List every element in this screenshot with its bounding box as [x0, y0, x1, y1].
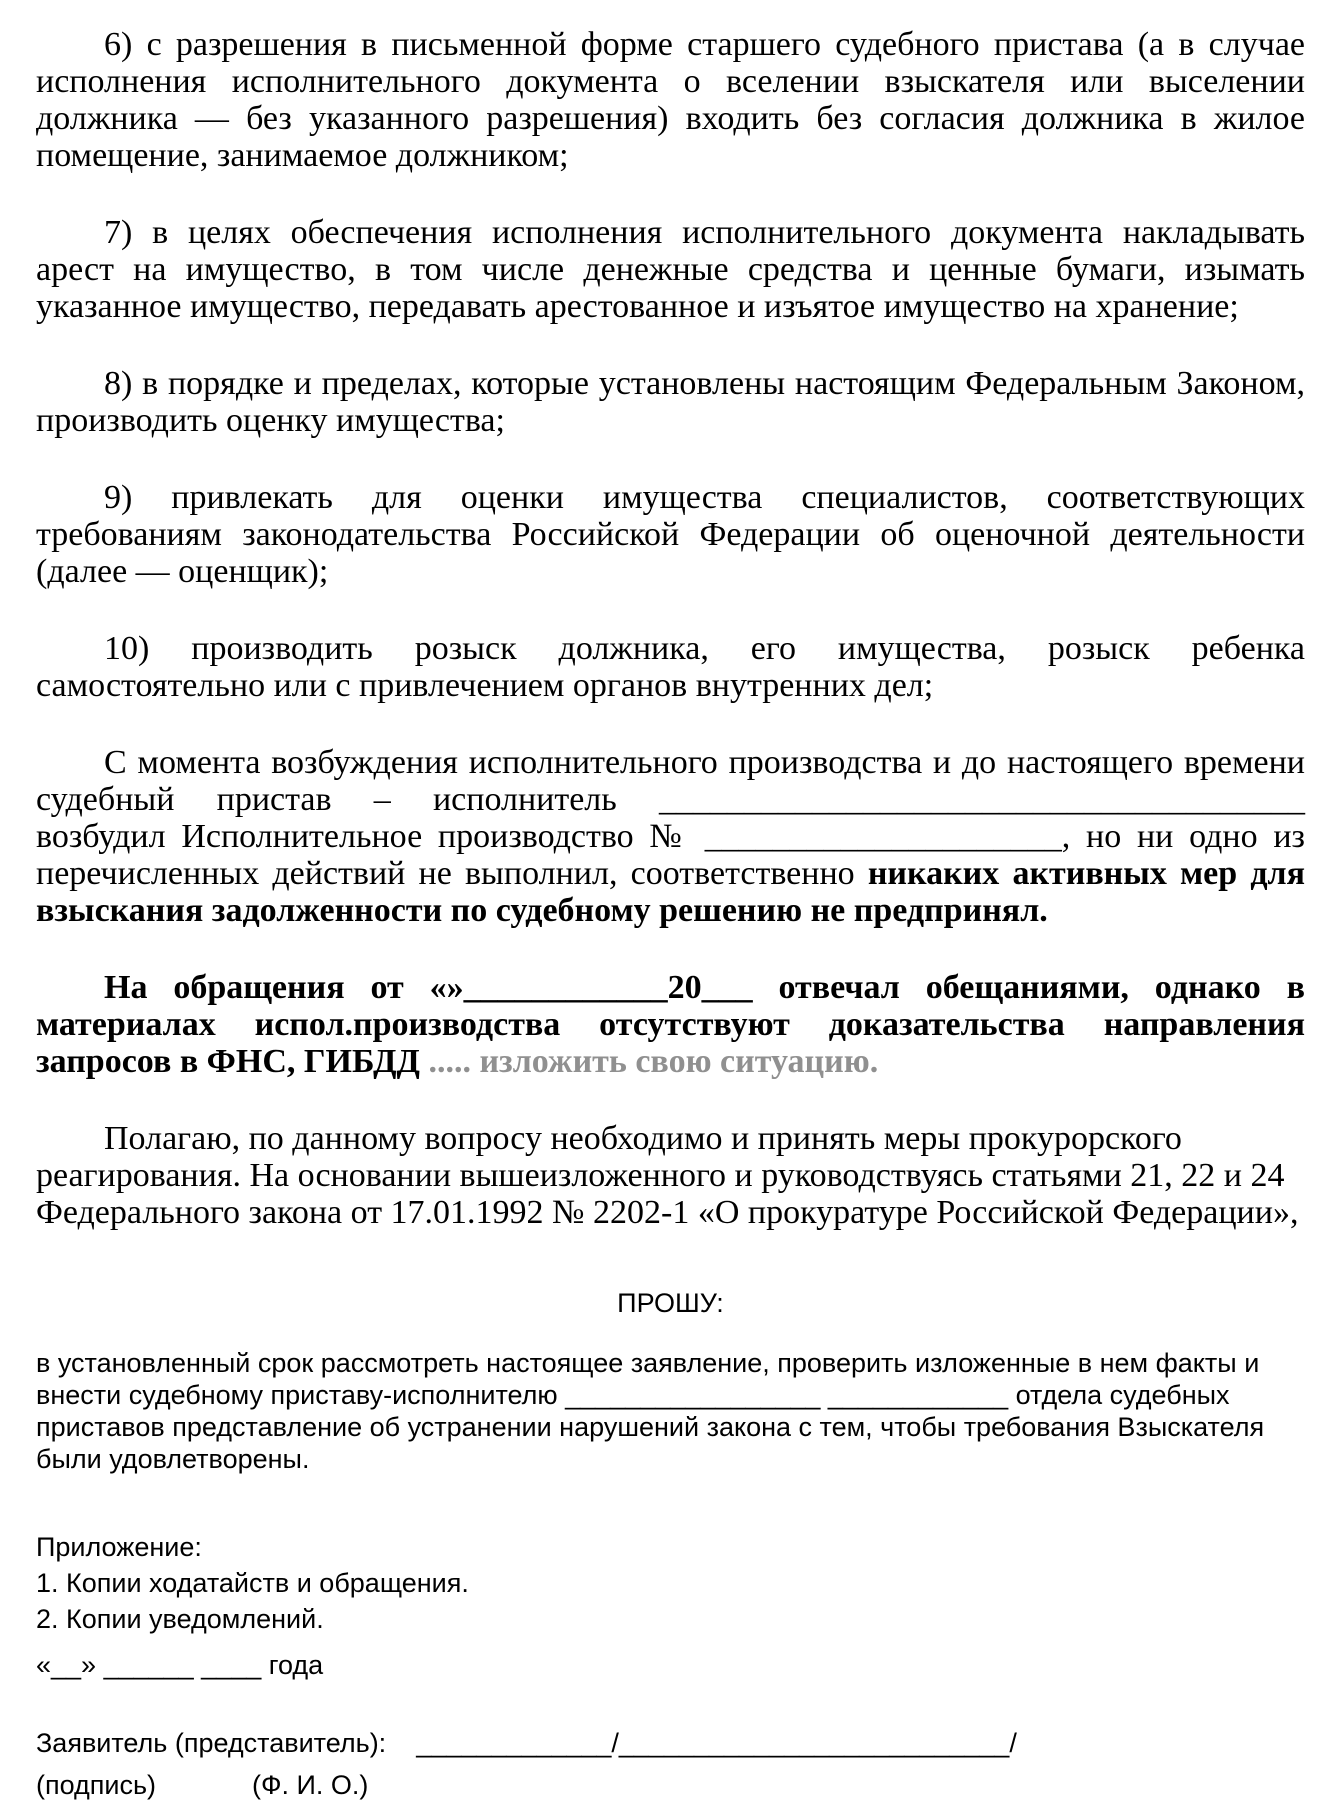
enforcement-bold-text: никаких активных мер для взыскания задолженности по судебному решению не предпринял.	[36, 855, 1305, 929]
signature-captions	[36, 1769, 1305, 1801]
appeal-gray-placeholder: ..... изложить свою ситуацию.	[428, 1043, 879, 1080]
clause-10-paragraph: 10) производить розыск должника, его имущества, розыск ребенка самостоятельно или с привлечением органов внутренних дел;	[36, 630, 1305, 704]
enforcement-paragraph	[36, 744, 1305, 929]
clause-7-paragraph: 7) в целях обеспечения исполнения исполнительного документа накладывать арест на имущество, в том числе денежные средства и ценные бумаги, изымать указанное имущество, передавать арестованное и изъятое имущество на хранение;	[36, 214, 1305, 325]
signature-row	[36, 1727, 1305, 1759]
attachment-item: 1. Копии ходатайств и обращения.	[36, 1568, 469, 1598]
attachment-title: Приложение:	[36, 1532, 202, 1562]
signature-blank: _____________/	[416, 1728, 619, 1758]
conclusion-paragraph: Полагаю, по данному вопросу необходимо и принять меры прокурорского реагирования. На основании вышеизложенного и руководствуясь статьями 21, 22 и 24 Федерального закона от 17.01.1992 № 2202-1 «О прокуратуре Российской Федерации»,	[36, 1120, 1299, 1231]
signature-caption: (подпись)	[36, 1770, 157, 1800]
signature-section	[36, 1727, 1305, 1801]
clause-8-paragraph: 8) в порядке и пределах, которые установлены настоящим Федеральным Законом, производить оценку имущества;	[36, 365, 1305, 439]
clause-9-paragraph: 9) привлекать для оценки имущества специалистов, соответствующих требованиям законодательства Российской Федерации об оценочной деятельности (далее — оценщик);	[36, 479, 1305, 590]
request-body-paragraph: в установленный срок рассмотреть настоящее заявление, проверить изложенные в нем факты и внести судебному приставу-исполнителю _________________ ____________ отдела судебных приставов представление об устранении нарушений закона с тем, чтобы требования Взыскателя были удовлетворены.	[36, 1348, 1265, 1474]
signature-label: Заявитель (представитель):	[36, 1728, 387, 1758]
signature-blanks	[416, 1728, 1017, 1758]
request-heading: ПРОШУ:	[617, 1288, 724, 1318]
fullname-blank: __________________________/	[618, 1728, 1017, 1758]
date-line: «__» ______ ____ года	[36, 1650, 324, 1680]
fullname-caption: (Ф. И. О.)	[252, 1770, 369, 1800]
attachment-section	[36, 1529, 1305, 1637]
appeal-paragraph	[36, 969, 1305, 1080]
appeal-bold-text: На обращения от «»____________20___ отвечал обещаниями, однако в материалах испол.производства отсутствуют доказательства направления запросов в ФНС, ГИБДД	[36, 969, 1305, 1080]
enforcement-text: С момента возбуждения исполнительного производства и до настоящего времени судебный пристав – исполнитель ______________________________________ возбудил Исполнительное производство № _____________________, но ни одно из перечисленных действий не выполнил, соответственно	[36, 744, 1305, 892]
clause-6-paragraph: 6) с разрешения в письменной форме старшего судебного пристава (а в случае исполнения исполнительного документа о вселении взыскателя или выселении должника — без указанного разрешения) входить без согласия должника в жилое помещение, занимаемое должником;	[36, 26, 1305, 174]
attachment-item: 2. Копии уведомлений.	[36, 1604, 324, 1634]
